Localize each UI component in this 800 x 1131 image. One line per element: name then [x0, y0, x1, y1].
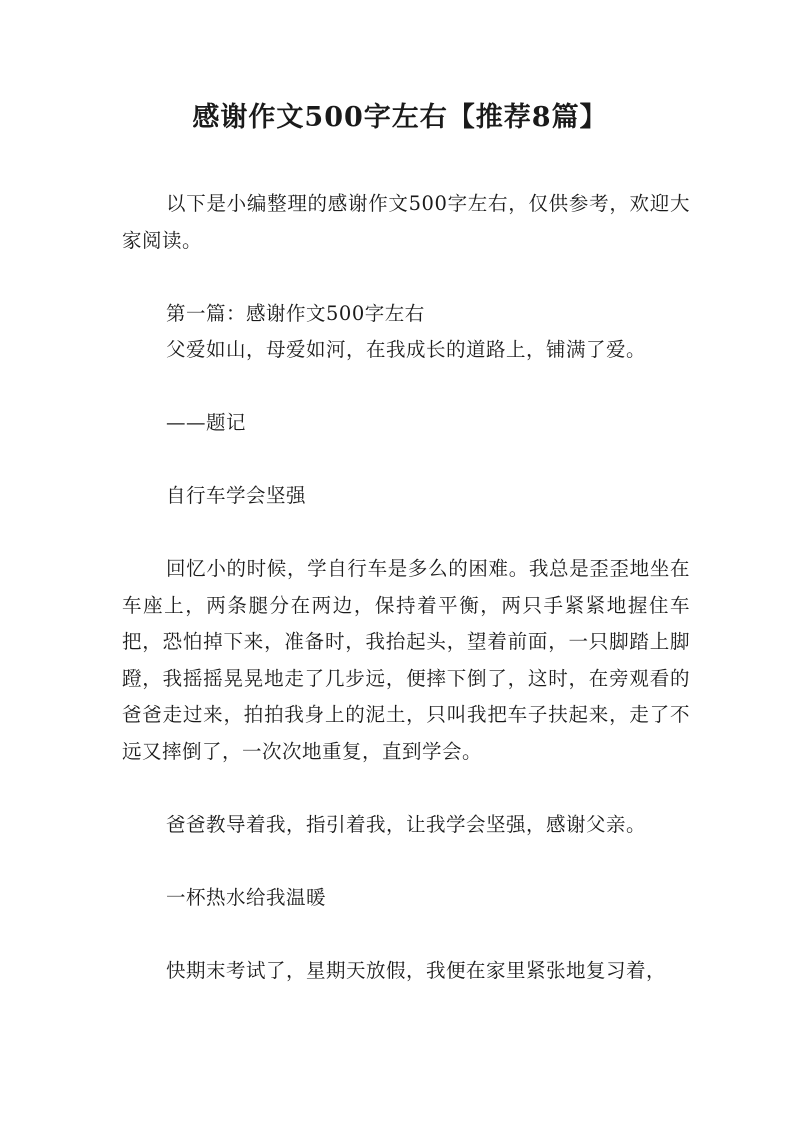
document-body [122, 186, 690, 989]
paragraph-gap [122, 916, 690, 953]
body-paragraph: 快期末考试了，星期天放假，我便在家里紧张地复习着， [166, 958, 667, 982]
epigraph-source: ——题记 [166, 411, 247, 434]
intro-paragraph: 以下是小编整理的感谢作文500字左右，仅供参考，欢迎大家阅读。 [122, 192, 690, 252]
epigraph-text: 父爱如山，母爱如河，在我成长的道路上，铺满了爱。 [166, 338, 647, 361]
paragraph-gap [122, 369, 690, 406]
subheading: 一杯热水给我温暖 [166, 885, 327, 909]
paragraph-gap [122, 843, 690, 880]
document-title: 感谢作文500字左右【推荐8篇】 [192, 102, 608, 133]
paragraph-gap [122, 515, 690, 552]
paragraph-gap [122, 770, 690, 807]
paragraph-gap [122, 442, 690, 479]
subheading: 自行车学会坚强 [166, 484, 307, 507]
body-paragraph: 回忆小的时候，学自行车是多么的困难。我总是歪歪地坐在车座上，两条腿分在两边，保持着平衡，两只手紧紧地握住车把，恐怕掉下来，准备时，我抬起头，望着前面，一只脚踏上脚蹬，我摇摇晃晃地走了几步远，便摔下倒了，这时，在旁观看的爸爸走过来，拍拍我身上的泥土，只叫我把车子扶起来，走了不远又摔倒了，一次次地重复，直到学会。 [122, 557, 690, 763]
body-paragraph: 爸爸教导着我，指引着我，让我学会坚强，感谢父亲。 [166, 812, 647, 836]
section-heading: 第一篇：感谢作文500字左右 [166, 301, 425, 325]
paragraph-gap [122, 259, 690, 296]
